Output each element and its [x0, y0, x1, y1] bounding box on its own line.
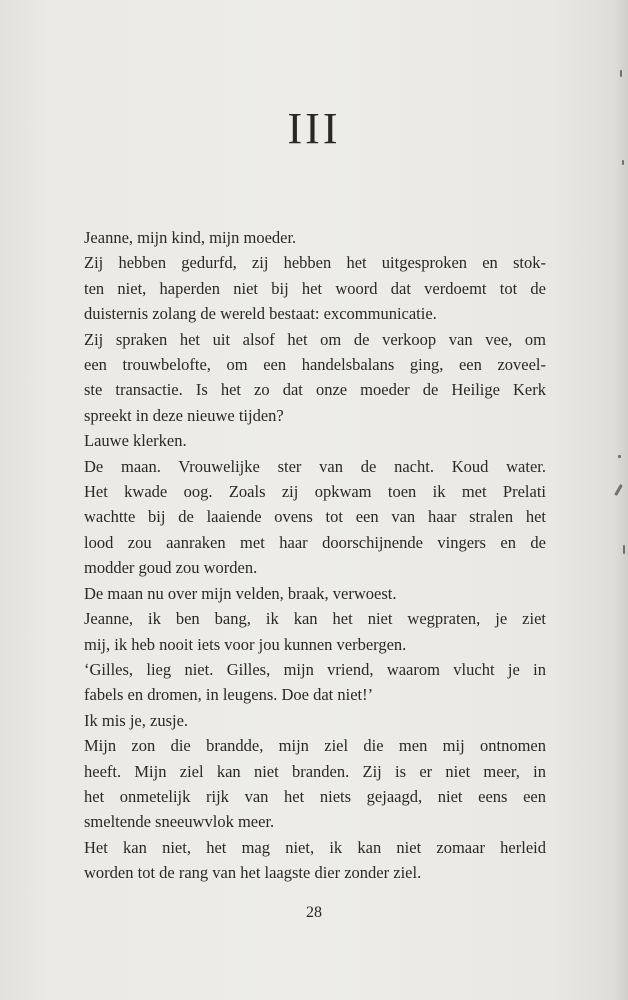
- text-line: Het kwade oog. Zoals zij opkwam toen ik met Prelati: [84, 482, 546, 502]
- text-line: Jeanne, ik ben bang, ik kan het niet wegpraten, je ziet: [84, 609, 546, 629]
- text-line: smeltende sneeuwvlok meer.: [84, 812, 275, 832]
- margin-mark: [623, 545, 625, 554]
- text-line: fabels en dromen, in leugens. Doe dat niet!’: [84, 685, 374, 705]
- text-line: mij, ik heb nooit iets voor jou kunnen verbergen.: [84, 634, 407, 654]
- text-line: Zij spraken het uit alsof het om de verkoop van vee, om: [84, 329, 546, 349]
- body-text: [84, 225, 546, 886]
- text-line: ste transactie. Is het zo dat onze moeder de Heilige Kerk: [84, 380, 546, 400]
- page-number: 28: [306, 904, 322, 921]
- text-line: het onmetelijk rijk van het niets gejaagd, niet eens een: [84, 786, 546, 806]
- text-line: spreekt in deze nieuwe tijden?: [84, 405, 284, 425]
- text-line: heeft. Mijn ziel kan niet branden. Zij is er niet meer, in: [84, 761, 546, 781]
- margin-mark: [618, 455, 621, 458]
- text-line: Het kan niet, het mag niet, ik kan niet zomaar herleid: [84, 837, 546, 857]
- text-line: duisternis zolang de wereld bestaat: excommunicatie.: [84, 304, 437, 324]
- text-line: Jeanne, mijn kind, mijn moeder.: [84, 228, 297, 247]
- margin-mark: [620, 70, 622, 77]
- text-line: Ik mis je, zusje.: [84, 710, 189, 730]
- text-line: ‘Gilles, lieg niet. Gilles, mijn vriend, waarom vlucht je in: [84, 659, 546, 679]
- text-line: worden tot de rang van het laagste dier zonder ziel.: [84, 863, 422, 883]
- text-line: De maan nu over mijn velden, braak, verwoest.: [84, 583, 397, 603]
- text-line: Zij hebben gedurfd, zij hebben het uitgesproken en stok-: [84, 253, 546, 273]
- text-line: Lauwe klerken.: [84, 431, 187, 451]
- text-line: lood zou aanraken met haar doorschijnende vingers en de: [84, 532, 546, 552]
- margin-mark: [622, 160, 624, 165]
- text-line: Mijn zon die brandde, mijn ziel die men mij ontnomen: [84, 736, 546, 756]
- text-line: wachtte bij de laaiende ovens tot een van haar stralen het: [84, 507, 546, 527]
- text-line: De maan. Vrouwelijke ster van de nacht. Koud water.: [84, 456, 546, 476]
- text-line: een trouwbelofte, om een handelsbalans ging, een zoveel-: [84, 355, 546, 375]
- text-line: modder goud zou worden.: [84, 558, 258, 578]
- chapter-title: III: [287, 104, 341, 153]
- text-line: ten niet, haperden niet bij het woord dat verdoemt tot de: [84, 278, 546, 298]
